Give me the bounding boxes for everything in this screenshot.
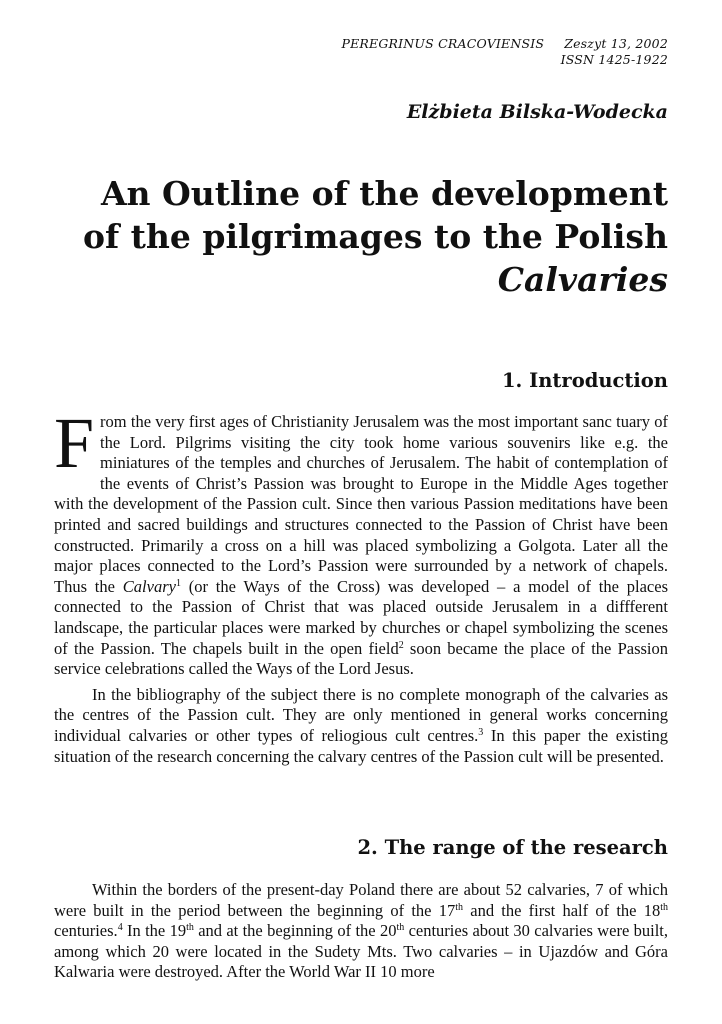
title-line-2: of the pilgrimages to the Polish (82, 217, 668, 256)
running-header (341, 36, 668, 68)
paragraph-1: From the very first ages of Christianity Jerusalem was the most important sanc tuary of the Lord. Pilgrims visiting the city took home various souvenirs like e.g. the miniatures of the temples and churches of Jerusalem. The habit of contemplation of the events of Christ’s Passion was brought to Europe in the Middle Ages together with the development of the Passion cult. Since then various Passion meditations have been printed and sacred buildings and structures connected to the Passion of Christ have been constructed. Primarily a cross on a hill was placed symbolizing a Golgota. Later all the major places connected to the Lord’s Passion were surrounded by a network of chapels. Thus the Calvary$^1$ (or the Ways of the Cross) was developed – a model of the places connected to the Passion of Christ that was placed outside Jerusalem in a diffferent landscape, the particular places were marked by churches or chapel symbolizing the scenes of the Passion. The chapels built in the open field$^2$ soon became the place of the Passion service celebrations called the Ways of the Lord Jesus. (54, 403, 668, 679)
paragraph-2: In the bibliography of the subject there is no complete monograph of the calvaries as the centres of the Passion cult. They are only mentioned in general works concerning individual calvaries or other types of reliogious cult centres.$^3$ In this paper the existing situation of the research concerning the calvary centres of the Passion cult will be presented. (54, 684, 668, 766)
article-title (68, 172, 668, 301)
section-2-body (54, 880, 668, 983)
footnote-ref-3: 3 (478, 726, 484, 738)
title-line-1: An Outline of the development (100, 174, 668, 213)
section-2-heading: 2. The range of the research (357, 836, 668, 859)
journal-name: PEREGRINUS CRACOVIENSIS (341, 36, 545, 51)
section-1-body (54, 403, 668, 767)
calvary-term: Calvary (122, 576, 176, 596)
footnote-ref-4: 4 (117, 922, 123, 934)
title-line-3: Calvaries (497, 260, 668, 299)
drop-cap: F (54, 403, 95, 483)
footnote-ref-1: 1 (175, 577, 181, 589)
paragraph-3: Within the borders of the present-day Poland there are about 52 calvaries, 7 of which were built in the period between the beginning of the 17th and the first half of the 18th centuries.$^4$ In the 19th and at the beginning of the 20th centuries about 30 calvaries were built, among which 20 were located in the Sudety Mts. Two calvaries – in Ujazdów and Góra Kalwaria were destroyed. After the World War II 10 more (54, 880, 668, 982)
issn: ISSN 1425-1922 (560, 52, 668, 67)
issue-info: Zeszyt 13, 2002 (564, 36, 668, 51)
section-1-heading: 1. Introduction (501, 369, 668, 392)
footnote-ref-2: 2 (398, 639, 404, 651)
author-name: Elżbieta Bilska-Wodecka (406, 101, 668, 123)
